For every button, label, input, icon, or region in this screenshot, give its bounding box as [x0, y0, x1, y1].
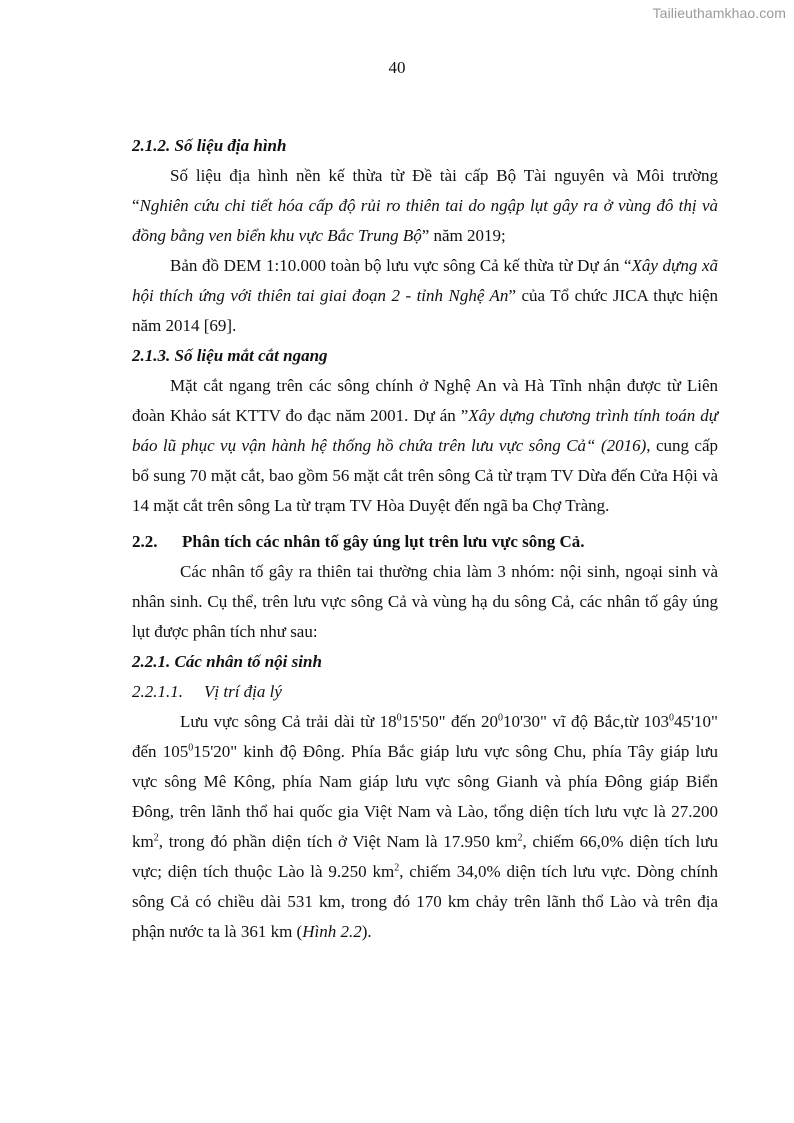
paragraph-factors-intro: Các nhân tố gây ra thiên tai thường chia làm 3 nhóm: nội sinh, ngoại sinh và nhân sinh. Cụ thể, trên lưu vực sông Cả và vùng hạ du sông Cả, các nhân tố gây úng lụt được phân tích như sau:: [132, 562, 718, 641]
section-title: Phân tích các nhân tố gây úng lụt trên lưu vực sông Cả.: [182, 532, 585, 551]
degree-sup: 0: [497, 712, 503, 724]
degree-sup: 0: [188, 742, 194, 754]
text: 15'50" đến 20: [401, 712, 498, 731]
text: Mặt cắt ngang trên các sông chính ở Nghệ An và Hà Tĩnh nhận được từ Liên đoàn Khảo sát KTTV đo đạc năm 2001. Dự án ”: [132, 376, 718, 425]
text: ” của Tổ chức JICA thực hiện năm 2014 [69].: [132, 286, 718, 335]
text: 45'10" đến 105: [132, 712, 718, 761]
text: Lưu vực sông Cả trải dài từ 18: [180, 712, 397, 731]
text: , chiếm 66,0% diện tích lưu vực; diện tích thuộc Lào là 9.250 km: [132, 832, 718, 881]
area-sup: 2: [394, 862, 400, 874]
paragraph-dem-map: [132, 251, 718, 341]
project-title: Xây dựng xã hội thích ứng với thiên tai giai đoạn 2 - tỉnh Nghệ An: [132, 256, 718, 305]
heading-2-2-1-1: [132, 677, 718, 707]
project-title: Xây dựng chương trình tính toán dự báo lũ phục vụ vận hành hệ thống hồ chứa trên lưu vực sông Cả“ (2016),: [132, 406, 718, 455]
section-number: 2.2.1.1.: [132, 682, 183, 701]
area-sup: 2: [517, 832, 523, 844]
figure-reference: Hình 2.2: [302, 922, 362, 941]
text: , chiếm 34,0% diện tích lưu vực. Dòng chính sông Cả có chiều dài 531 km, trong đó 170 km chảy trên lãnh thổ Lào và trên địa phận nước ta là 361 km (: [132, 862, 718, 941]
text: , trong đó phần diện tích ở Việt Nam là 17.950 km: [158, 832, 518, 851]
degree-sup: 0: [668, 712, 674, 724]
heading-2-2: [132, 527, 718, 557]
text: ” năm 2019;: [421, 226, 506, 245]
text: cung cấp bổ sung 70 mặt cắt, bao gồm 56 mặt cắt trên sông Cả từ trạm TV Dừa đến Cửa Hội và 14 mặt cắt trên sông La từ trạm TV Hòa Duyệt đến ngã ba Chợ Tràng.: [132, 436, 718, 515]
page-number: 40: [388, 58, 406, 77]
project-title: Nghiên cứu chi tiết hóa cấp độ rủi ro thiên tai do ngập lụt gây ra ở vùng đô thị và đồng bằng ven biển khu vực Bắc Trung Bộ: [132, 196, 718, 245]
heading-2-2-1: 2.2.1. Các nhân tố nội sinh: [132, 652, 322, 671]
paragraph-terrain-data: [132, 161, 718, 251]
text: ).: [361, 922, 372, 941]
degree-sup: 0: [396, 712, 402, 724]
watermark: Tailieuthamkhao.com: [652, 5, 786, 21]
area-sup: 2: [153, 832, 159, 844]
text: 10'30" vĩ độ Bắc,từ 103: [502, 712, 669, 731]
text: Bản đồ DEM 1:10.000 toàn bộ lưu vực sông Cả kế thừa từ Dự án “: [170, 256, 632, 275]
paragraph-cross-sections: [132, 371, 718, 521]
text: Số liệu địa hình nền kế thừa từ Đề tài cấp Bộ Tài nguyên và Môi trường “: [132, 166, 718, 215]
heading-2-1-3: 2.1.3. Số liệu mắt cắt ngang: [132, 346, 328, 365]
paragraph-geographic-location: [132, 707, 718, 947]
section-number: 2.2.: [132, 532, 158, 551]
heading-2-1-2: 2.1.2. Số liệu địa hình: [132, 136, 287, 155]
section-title: Vị trí địa lý: [204, 682, 282, 701]
document-body: [132, 131, 718, 947]
text: 15'20" kinh độ Đông. Phía Bắc giáp lưu vực sông Chu, phía Tây giáp lưu vực sông Mê Kông, phía Nam giáp lưu vực sông Gianh và phía Đông giáp Biển Đông, trên lãnh thổ hai quốc gia Việt Nam và Lào, tổng diện tích lưu vực là 27.200 km: [132, 742, 719, 851]
